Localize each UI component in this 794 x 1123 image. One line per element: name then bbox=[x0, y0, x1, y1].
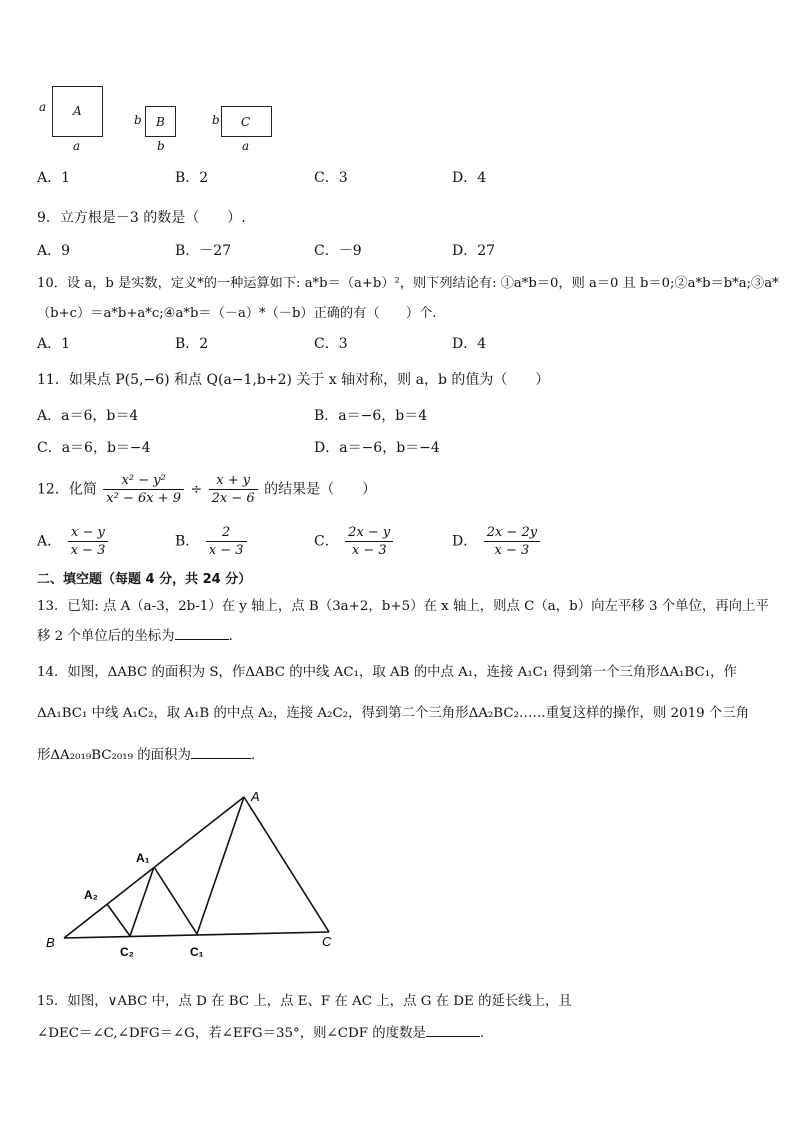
answer-blank bbox=[191, 746, 251, 759]
q12-suffix: 的结果是（ ） bbox=[264, 481, 377, 498]
box-c-inner-label: C bbox=[241, 115, 251, 129]
segment-a2c2 bbox=[107, 904, 130, 936]
q12-divide-sign: ÷ bbox=[190, 481, 203, 498]
q11-option-a: A．a＝6，b＝4 bbox=[37, 408, 139, 424]
q15-line2: ∠DEC＝∠C,∠DFG＝∠G，若∠EFG＝35°，则∠CDF 的度数是 bbox=[37, 1026, 426, 1041]
section-title: 二、填空题（每题 4 分，共 24 分） bbox=[37, 572, 252, 587]
q12-option-b-label: B． bbox=[175, 533, 200, 550]
q12-option-d-label: D． bbox=[452, 533, 478, 550]
rectangle-c bbox=[221, 106, 272, 137]
q12-option-b-den: x − 3 bbox=[208, 543, 244, 558]
q12-option-a-den: x − 3 bbox=[70, 543, 106, 558]
vertex-label-c1: C₁ bbox=[190, 945, 204, 959]
q12-fraction-1 bbox=[103, 472, 184, 507]
q8-option-c: C．3 bbox=[314, 170, 348, 186]
q14-line3: 形ΔA₂₀₁₉BC₂₀₁₉ 的面积为 bbox=[37, 748, 191, 763]
q12-option-d-den: x − 3 bbox=[494, 543, 530, 558]
box-c-bottom-label: a bbox=[242, 139, 250, 153]
q10-line1: 10．设 a，b 是实数，定义*的一种运算如下: a*b＝（a+b）²，则下列结论有: ①a*b＝0，则 a＝0 且 b＝0;②a*b＝b*a;③a* bbox=[37, 276, 779, 291]
box-b-bottom-label: b bbox=[157, 139, 165, 153]
q13-line1: 13．已知: 点 A（a-3，2b-1）在 y 轴上，点 B（3a+2，b+5）在 x 轴上，则点 C（a，b）向左平移 3 个单位，再向上平 bbox=[37, 599, 769, 614]
vertex-label-c2: C₂ bbox=[120, 945, 134, 959]
q11-option-c: C．a＝6，b＝−4 bbox=[37, 440, 151, 456]
q8-option-a: A．1 bbox=[37, 170, 71, 186]
triangle-figure bbox=[30, 780, 350, 970]
side-ac bbox=[244, 797, 329, 932]
vertex-label-b: B bbox=[46, 935, 55, 950]
q9-stem: 9．立方根是－3 的数是（ ）. bbox=[37, 210, 246, 226]
vertex-label-a2: A₂ bbox=[84, 888, 98, 902]
square-b bbox=[145, 106, 176, 137]
q14-line3-wrap: 形ΔA₂₀₁₉BC₂₀₁₉ 的面积为 . bbox=[37, 748, 256, 763]
q12-frac1-numerator: x² − y² bbox=[103, 472, 184, 490]
q12-frac2-denominator: 2x − 6 bbox=[211, 491, 255, 506]
q12-option-d bbox=[452, 524, 542, 559]
q10-option-d: D．4 bbox=[452, 336, 487, 352]
q14-line1: 14．如图，ΔABC 的面积为 S，作ΔABC 的中线 AC₁，取 AB 的中点 A₁，连接 A₁C₁ 得到第一个三角形ΔA₁BC₁，作 bbox=[37, 665, 737, 680]
q12-option-a-label: A． bbox=[37, 533, 62, 550]
q15-line2-wrap: ∠DEC＝∠C,∠DFG＝∠G，若∠EFG＝35°，则∠CDF 的度数是 . bbox=[37, 1026, 485, 1041]
vertex-label-c: C bbox=[322, 934, 332, 949]
square-a bbox=[52, 86, 103, 137]
answer-blank bbox=[426, 1024, 480, 1037]
q9-option-b: B．－27 bbox=[175, 243, 232, 259]
vertex-label-a: A bbox=[251, 789, 260, 804]
q10-option-a: A．1 bbox=[37, 336, 71, 352]
q12-option-a bbox=[37, 524, 110, 559]
q11-option-d: D．a＝−6，b＝−4 bbox=[314, 440, 440, 456]
q11-option-b: B．a＝−6，b＝4 bbox=[314, 408, 428, 424]
q12-option-d-num: 2x − 2y bbox=[484, 524, 540, 542]
q15-line1: 15．如图，∨ABC 中，点 D 在 BC 上，点 E、F 在 AC 上，点 G 在 DE 的延长线上，且 bbox=[37, 994, 572, 1009]
q10-option-c: C．3 bbox=[314, 336, 348, 352]
box-b-inner-label: B bbox=[156, 115, 165, 129]
q10-option-b: B．2 bbox=[175, 336, 209, 352]
q9-option-d: D．27 bbox=[452, 243, 496, 259]
q12-option-c-label: C． bbox=[314, 533, 339, 550]
q12-option-c bbox=[314, 524, 395, 559]
q12-option-b-num: 2 bbox=[206, 524, 247, 542]
box-a-bottom-label: a bbox=[73, 139, 81, 153]
q12-option-a-num: x − y bbox=[68, 524, 109, 542]
vertex-label-a1: A₁ bbox=[136, 851, 150, 865]
q14-line2: ΔA₁BC₁ 中线 A₁C₂，取 A₁B 的中点 A₂，连接 A₂C₂，得到第二个三角形ΔA₂BC₂……重复这样的操作，则 2019 个三角 bbox=[37, 706, 750, 721]
box-a-side-label: a bbox=[39, 100, 47, 114]
q12-option-b bbox=[175, 524, 249, 559]
box-a-inner-label: A bbox=[73, 104, 82, 118]
q8-option-b: B．2 bbox=[175, 170, 209, 186]
q11-stem: 11．如果点 P(5,−6) 和点 Q(a−1,b+2) 关于 x 轴对称，则 a，b 的值为（ ） bbox=[37, 372, 550, 388]
segment-a1c1 bbox=[154, 867, 197, 934]
q12-fraction-2 bbox=[209, 472, 258, 507]
q9-option-a: A．9 bbox=[37, 243, 71, 259]
q13-line2: 移 2 个单位后的坐标为 bbox=[37, 629, 175, 644]
box-c-side-label: b bbox=[212, 113, 220, 127]
q12-frac1-denominator: x² − 6x + 9 bbox=[106, 491, 182, 506]
box-b-side-label: b bbox=[134, 113, 142, 127]
median-ac1 bbox=[197, 797, 244, 934]
answer-blank bbox=[175, 627, 229, 640]
q12-prefix: 12．化简 bbox=[37, 481, 97, 498]
q8-option-d: D．4 bbox=[452, 170, 487, 186]
q12-frac2-numerator: x + y bbox=[209, 472, 258, 490]
q10-line2: （b+c）＝a*b+a*c;④a*b＝（－a）*（－b）正确的有（ ）个. bbox=[37, 306, 437, 321]
q13-line2-wrap: 移 2 个单位后的坐标为 . bbox=[37, 629, 233, 644]
q12-stem bbox=[37, 472, 376, 507]
q12-option-c-den: x − 3 bbox=[351, 543, 387, 558]
q9-option-c: C．－9 bbox=[314, 243, 362, 259]
q12-option-c-num: 2x − y bbox=[345, 524, 393, 542]
